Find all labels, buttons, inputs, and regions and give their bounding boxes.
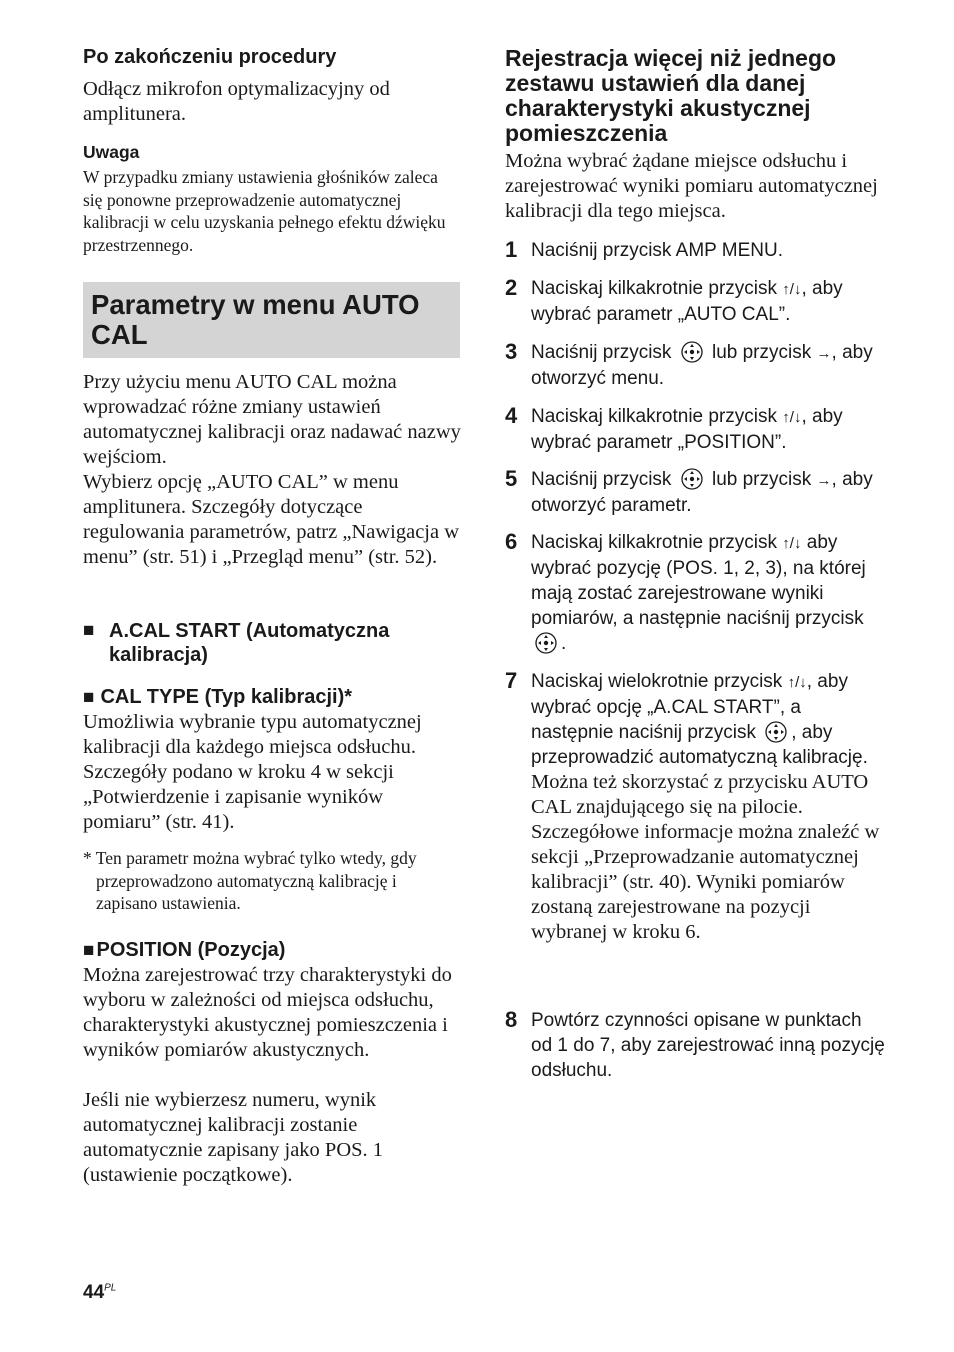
enter-button-icon [681,341,703,363]
step-text-part: Naciskaj wielokrotnie przycisk [531,671,788,692]
step-number: 3 [505,339,518,364]
step-8 [505,1008,887,1083]
step-number: 7 [505,668,518,693]
step-number: 4 [505,403,518,428]
step-6 [505,530,887,656]
step-7-extra: Można też skorzystać z przycisku AUTO CAL znajdującego się na pilocie. Szczegółowe informacje można znaleźć w sekcji „Przeprowadzanie automatycznej kalibracji” (str. 40). Wyniki pomiarów zostaną zarejestrowane na pozycji wybranej w kroku 6. [531,771,880,943]
step-number: 6 [505,529,518,554]
page-number [83,1282,116,1304]
note-text: W przypadku zmiany ustawienia głośników zaleca się ponowne przeprowadzenie automatycznej kalibracji w celu uzyskania pełnego efektu dźwięku przestrzennego. [83,167,446,255]
step-number: 5 [505,466,518,491]
step-text-part: Naciskaj kilkakrotnie przycisk [531,278,783,299]
step-text-part: lub przycisk [706,469,817,490]
step-text-part: , aby wybrać opcję „A.CAL START”, a następnie naciśnij przycisk [531,671,848,743]
step-1 [505,238,887,263]
step-4 [505,404,887,455]
intro-paragraph-2: Wybierz opcję „AUTO CAL” w menu amplitunera. Szczegóły dotyczące regulowania parametrów, patrz „Nawigacja w menu” (str. 51) i „Przegląd menu” (str. 52). [83,471,460,568]
step-text-part: , aby wybrać parametr „POSITION”. [531,406,843,453]
step-7 [505,669,887,945]
step-text [531,669,887,770]
step-text-part: . [561,633,567,654]
right-arrow-icon: → [816,472,832,489]
section-title: Parametry w menu AUTO CAL [91,289,420,350]
right-heading: Rejestracja więcej niż jednego zestawu ustawień dla danej charakterystyki akustycznej pomieszczenia [505,45,837,146]
step-text-part: , aby wybrać parametr „AUTO CAL”. [531,278,843,325]
square-bullet-icon: ■ [83,940,95,961]
step-text-part: , aby otworzyć parametr. [531,469,873,516]
step-text [531,530,887,656]
step-text-part: Naciskaj kilkakrotnie przycisk [531,532,783,553]
cal-type-label: CAL TYPE (Typ kalibracji)* [100,686,353,708]
step-number: 2 [505,275,518,300]
step-text-part: Naciskaj kilkakrotnie przycisk [531,406,783,427]
position-heading [83,938,285,963]
step-text-part: , aby przeprowadzić automatyczną kalibrację. [531,722,868,768]
enter-button-icon [535,632,557,654]
intro-paragraph-1: Przy użyciu menu AUTO CAL można wprowadzać różne zmiany ustawień automatycznej kalibracji oraz nadawać nazwy wejściom. [83,371,461,468]
step-text [531,276,887,327]
position-text-2: Jeśli nie wybierzesz numeru, wynik automatycznej kalibracji zostanie automatycznie zapisany jako POS. 1 (ustawienie początkowe). [83,1089,384,1186]
position-label: POSITION (Pozycja) [96,939,286,961]
step-text: Naciśnij przycisk AMP MENU. [531,240,783,261]
step-number: 8 [505,1007,518,1032]
heading-after-procedure: Po zakończeniu procedury [83,46,337,68]
step-text [531,340,887,391]
step-5 [505,467,887,518]
section-banner [83,282,460,358]
up-down-arrow-icon: ↑/↓ [787,674,807,691]
square-bullet-icon: ■ [83,620,95,641]
up-down-arrow-icon: ↑/↓ [782,281,802,298]
acal-start-label: A.CAL START (Automatyczna kalibracja) [109,620,390,666]
step-2 [505,276,887,327]
acal-start-heading [83,619,461,667]
step-text-part: Naciśnij przycisk [531,342,677,363]
up-down-arrow-icon: ↑/↓ [782,535,802,552]
up-down-arrow-icon: ↑/↓ [782,409,802,426]
note-label: Uwaga [83,142,140,162]
enter-button-icon [765,721,787,743]
cal-type-text: Umożliwia wybranie typu automatycznej kalibracji dla każdego miejsca odsłuchu. Szczegóły podano w kroku 4 w sekcji „Potwierdzenie i zapisanie wyników pomiaru” (str. 41). [83,711,422,833]
step-3 [505,340,887,391]
footnote: * Ten parametr można wybrać tylko wtedy, gdy przeprowadzono automatyczną kalibrację i zapisano ustawienia. [83,848,417,913]
right-arrow-icon: → [816,345,832,362]
step-text-part: lub przycisk [706,342,817,363]
step-text-part: , aby otworzyć menu. [531,342,873,389]
step-text-part: aby wybrać pozycję (POS. 1, 2, 3), na której mają zostać zarejestrowane wyniki pomiarów, a następnie naciśnij przycisk [531,532,866,629]
page-language: PL [104,1282,117,1294]
step-text: Powtórz czynności opisane w punktach od 1 do 7, aby zarejestrować inną pozycję odsłuchu. [531,1010,885,1081]
enter-button-icon [681,468,703,490]
position-text-1: Można zarejestrować trzy charakterystyki do wyboru w zależności od miejsca odsłuchu, charakterystyki akustycznej pomieszczenia i wyników pomiarów akustycznych. [83,964,452,1061]
step-number: 1 [505,237,518,262]
step-text [531,467,887,518]
step-text-part: Naciśnij przycisk [531,469,677,490]
square-bullet-icon: ■ [83,687,95,708]
page-number-value: 44 [83,1282,105,1303]
step-text [531,404,887,455]
right-intro: Można wybrać żądane miejsce odsłuchu i zarejestrować wyniki pomiaru automatycznej kalibracji dla tego miejsca. [505,150,878,222]
paragraph-disconnect-mic: Odłącz mikrofon optymalizacyjny od amplitunera. [83,78,390,125]
cal-type-heading [83,685,352,710]
